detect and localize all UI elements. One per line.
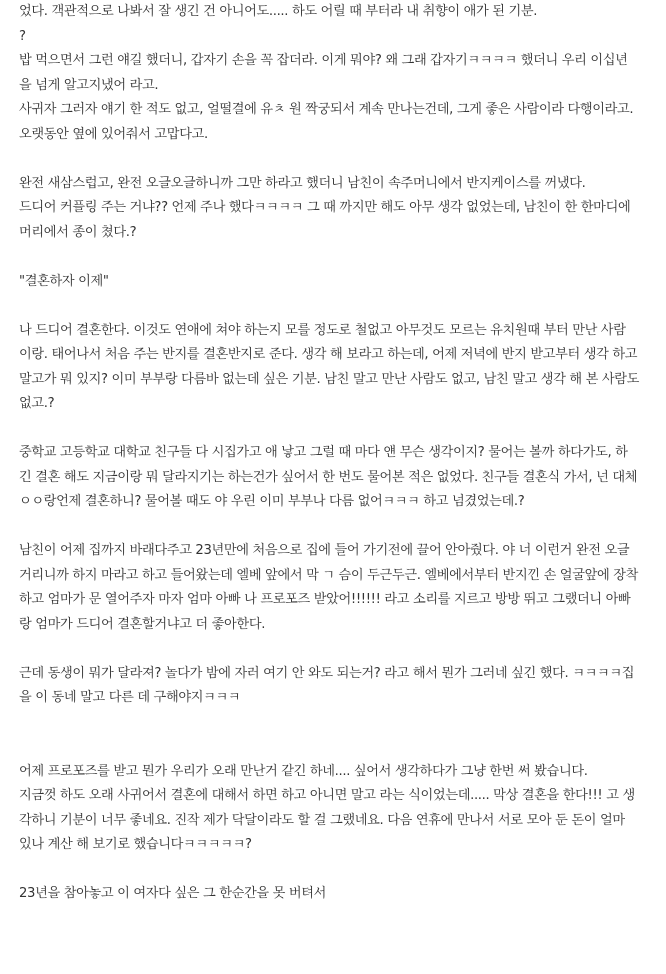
text-line: 없고.?: [19, 396, 55, 411]
paragraph-8: [19, 760, 659, 858]
text-line: 긴 결혼 해도 지금이랑 뭐 달라지기는 하는건가 싶어서 한 번도 물어본 적은 없었다. 친구들 결혼식 가서, 넌 대체: [19, 469, 638, 485]
text-line: 드디어 커플링 주는 거냐?? 언제 주나 했다ㅋㅋㅋㅋ 그 때 까지만 해도 아무 생각 없었는데, 남친이 한 한마디에: [19, 200, 631, 215]
text-line: ㅇㅇ랑언제 결혼하니? 물어볼 때도 야 우린 이미 부부나 다름 없어ㅋㅋㅋ 하고 넘겼었는데.?: [19, 494, 525, 509]
text-line: 23년을 참아놓고 이 여자다 싶은 그 한순간을 못 버텨서: [19, 886, 326, 901]
text-line: 랑 엄마가 드디어 결혼할거냐고 더 좋아한다.: [19, 616, 266, 632]
text-line: ?: [19, 28, 26, 44]
text-line: 거리니까 하지 마라고 하고 들어왔는데 엘베 앞에서 막 ㄱ 슴이 두근두근. 엘베에서부터 반지낀 손 얼굴앞에 장착: [19, 567, 638, 583]
paragraph-3: [19, 270, 659, 295]
text-line: 어제 프로포즈를 받고 뭔가 우리가 오래 만난거 같긴 하네.... 싶어서 생각하다가 그냥 한번 써 봤습니다.: [19, 763, 588, 779]
text-line: 밥 먹으면서 그런 얘길 했더니, 갑자기 손을 꼭 잡더라. 이게 뭐야? 왜 그래 갑자기ㅋㅋㅋㅋ 했더니 우리 이십년: [19, 53, 628, 68]
paragraph-spacer: [19, 858, 659, 883]
text-line: 말고가 뭐 있지? 이미 부부랑 다름바 없는데 싶은 기분. 남친 말고 만난 사람도 없고, 남친 말고 생각 해 본 사람도: [19, 371, 640, 387]
post-body: [19, 0, 659, 907]
paragraph-spacer: [19, 417, 659, 442]
paragraph-spacer: [19, 147, 659, 172]
text-line: 오랫동안 옆에 있어줘서 고맙다고.: [19, 126, 208, 142]
paragraph-4: [19, 319, 659, 417]
text-line: 완전 새삼스럽고, 완전 오글오글하니까 그만 하라고 했더니 남친이 속주머니에서 반지케이스를 꺼냈다.: [19, 175, 586, 191]
paragraph-7: [19, 662, 659, 711]
text-line: 머리에서 종이 쳤다.?: [19, 224, 137, 240]
paragraph-spacer: [19, 294, 659, 319]
text-line: 나 드디어 결혼한다. 이것도 연애에 쳐야 하는지 모를 정도로 철없고 아무것도 모르는 유치원때 부터 만난 사람: [19, 322, 626, 338]
text-line: 었다. 객관적으로 나봐서 잘 생긴 건 아니어도..... 하도 어릴 때 부터라 내 취향이 애가 된 기분.: [19, 4, 538, 19]
text-line: 을 이 동네 말고 다른 데 구해야지ㅋㅋㅋ: [19, 690, 241, 705]
text-line: 각하니 기분이 너무 좋네요. 진작 제가 닥달이라도 할 걸 그랬네요. 다음 연휴에 만나서 서로 모아 둔 돈이 얼마: [19, 812, 625, 828]
text-line: 있나 계산 해 보기로 했습니다ㅋㅋㅋㅋㅋ?: [19, 837, 252, 852]
text-line: 중학교 고등학교 대학교 친구들 다 시집가고 애 낳고 그럴 때 마다 얜 무슨 생각이지? 물어는 볼까 하다가도, 하: [19, 445, 628, 460]
text-line: 근데 동생이 뭐가 달라져? 놀다가 밤에 자러 여기 안 와도 되는거? 라고 해서 뭔가 그러네 싶긴 했다. ㅋㅋㅋㅋ집: [19, 665, 635, 681]
paragraph-spacer: [19, 711, 659, 760]
text-line: 이랑. 태어나서 처음 주는 반지를 결혼반지로 준다. 생각 해 보라고 하는데, 어제 저녁에 반지 받고부터 생각 하고: [19, 347, 638, 362]
text-line: 을 넘게 알고지냈어 라고.: [19, 77, 159, 93]
paragraph-5: [19, 441, 659, 515]
text-line: 남친이 어제 집까지 바래다주고 23년만에 처음으로 집에 들어 가기전에 끌어 안아줬다. 야 너 이런거 완전 오글: [19, 543, 630, 558]
paragraph-spacer: [19, 245, 659, 270]
paragraph-2: [19, 172, 659, 246]
paragraph-1: [19, 0, 659, 147]
paragraph-spacer: [19, 515, 659, 540]
text-line: "결혼하자 이제": [19, 273, 109, 289]
text-line: 사귀자 그러자 얘기 한 적도 없고, 얼떨결에 유ㅊ 원 짝궁되서 계속 만나는건데, 그게 좋은 사람이라 다행이라고.: [19, 102, 634, 117]
paragraph-9: [19, 882, 659, 907]
text-line: 지금껏 하도 오래 사귀어서 결혼에 대해서 하면 하고 아니면 말고 라는 식이었는데..... 막상 결혼을 한다!!! 고 생: [19, 788, 635, 803]
paragraph-spacer: [19, 637, 659, 662]
paragraph-6: [19, 539, 659, 637]
text-line: 하고 엄마가 문 열어주자 마자 엄마 아빠 나 프로포즈 받았어!!!!!! 라고 소리를 지르고 방방 뛰고 그랬더니 아빠: [19, 592, 631, 607]
